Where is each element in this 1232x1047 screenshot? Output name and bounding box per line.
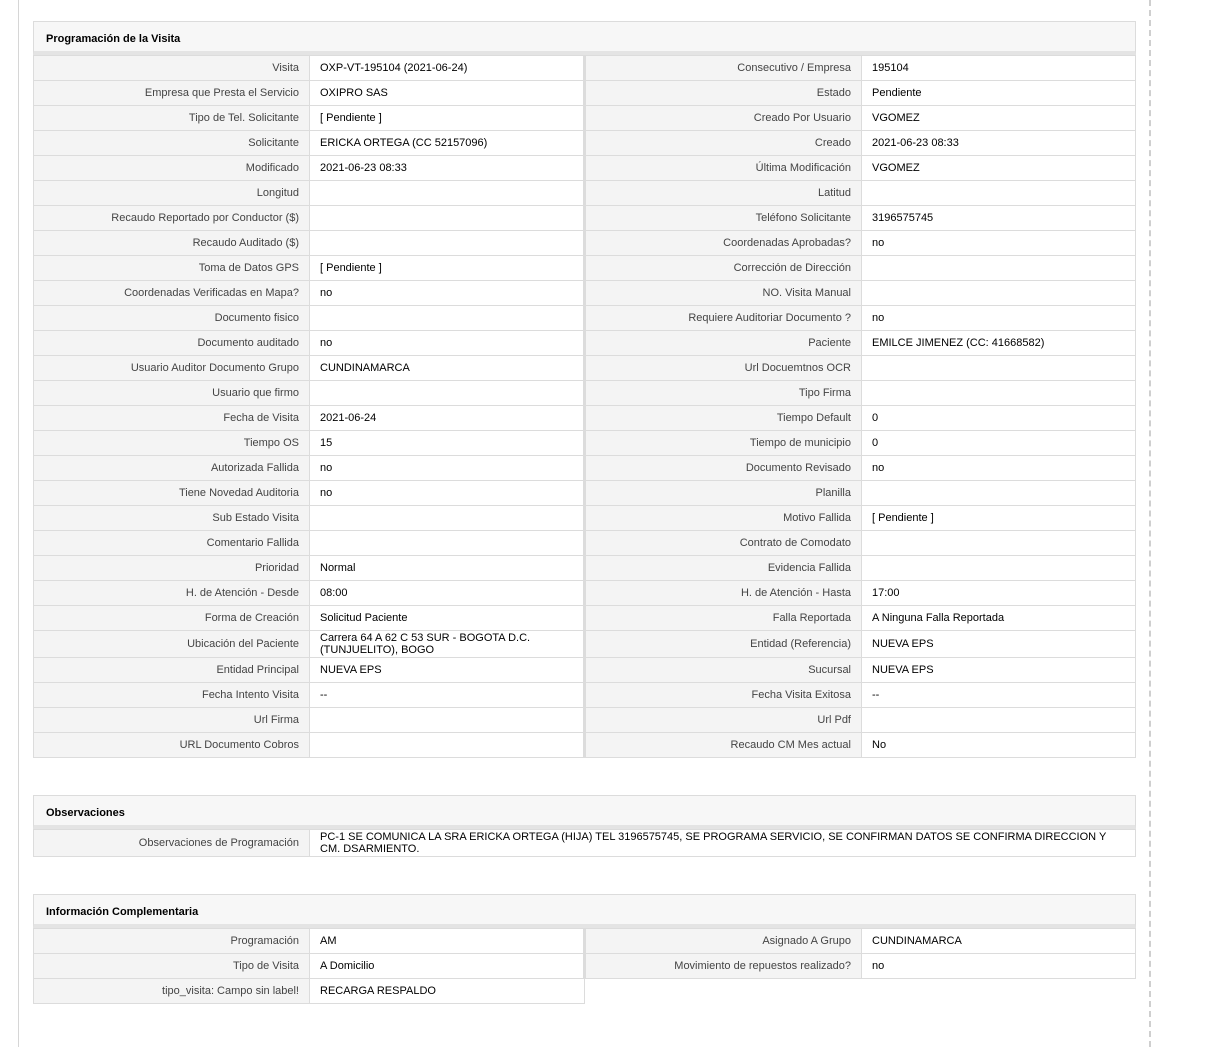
table-row (34, 281, 1136, 306)
table-row (34, 306, 1136, 331)
value-fecha-intento-visita: -- (310, 683, 585, 708)
table-row (34, 481, 1136, 506)
table-row (34, 733, 1136, 758)
label-h-de-atencion-hasta: H. de Atención - Hasta (586, 581, 862, 606)
value-fecha-visita-exitosa: -- (862, 683, 1136, 708)
label-fecha-intento-visita: Fecha Intento Visita (34, 683, 310, 708)
label-estado: Estado (586, 81, 862, 106)
value-comentario-fallida (310, 531, 585, 556)
table-row (34, 606, 1136, 631)
label-ubicacion-del-paciente: Ubicación del Paciente (34, 631, 310, 658)
value-movimiento-de-repuestos-realizado: no (862, 954, 1136, 979)
table-row (34, 131, 1136, 156)
table-row (34, 106, 1136, 131)
label-solicitante: Solicitante (34, 131, 310, 156)
table-row (34, 456, 1136, 481)
value-coordenadas-aprobadas: no (862, 231, 1136, 256)
value-visita: OXP-VT-195104 (2021-06-24) (310, 56, 585, 81)
value-contrato-de-comodato (862, 531, 1136, 556)
value-creado-por-usuario: VGOMEZ (862, 106, 1136, 131)
table-row (34, 331, 1136, 356)
label-coordenadas-aprobadas: Coordenadas Aprobadas? (586, 231, 862, 256)
label-asignado-a-grupo: Asignado A Grupo (586, 929, 862, 954)
label-comentario-fallida: Comentario Fallida (34, 531, 310, 556)
value-tipo-de-visita: A Domicilio (310, 954, 585, 979)
label-url-documento-cobros: URL Documento Cobros (34, 733, 310, 758)
observaciones-label: Observaciones de Programación (34, 830, 310, 857)
value-falla-reportada: A Ninguna Falla Reportada (862, 606, 1136, 631)
value-latitud (862, 181, 1136, 206)
value-entidad-principal: NUEVA EPS (310, 658, 585, 683)
value-documento-auditado: no (310, 331, 585, 356)
table-row (34, 830, 1136, 857)
label-url-docuemtnos-ocr: Url Docuemtnos OCR (586, 356, 862, 381)
programacion-title: Programación de la Visita (33, 21, 1136, 55)
value-prioridad: Normal (310, 556, 585, 581)
label-usuario-auditor-documento-grupo: Usuario Auditor Documento Grupo (34, 356, 310, 381)
label-planilla: Planilla (586, 481, 862, 506)
value-planilla (862, 481, 1136, 506)
value-evidencia-fallida (862, 556, 1136, 581)
label-fecha-de-visita: Fecha de Visita (34, 406, 310, 431)
label-tiempo-default: Tiempo Default (586, 406, 862, 431)
value-creado: 2021-06-23 08:33 (862, 131, 1136, 156)
label-tiempo-de-municipio: Tiempo de municipio (586, 431, 862, 456)
value-ubicacion-del-paciente: Carrera 64 A 62 C 53 SUR - BOGOTA D.C. (TUNJUELITO), BOGO (310, 631, 585, 658)
value-usuario-que-firmo (310, 381, 585, 406)
label-recaudo-reportado-por-conductor: Recaudo Reportado por Conductor ($) (34, 206, 310, 231)
table-row (34, 631, 1136, 658)
label-tiene-novedad-auditoria: Tiene Novedad Auditoria (34, 481, 310, 506)
label-longitud: Longitud (34, 181, 310, 206)
label-motivo-fallida: Motivo Fallida (586, 506, 862, 531)
value-recaudo-auditado (310, 231, 585, 256)
label-entidad-principal: Entidad Principal (34, 658, 310, 683)
label-empresa-que-presta-el-servicio: Empresa que Presta el Servicio (34, 81, 310, 106)
value-paciente: EMILCE JIMENEZ (CC: 41668582) (862, 331, 1136, 356)
label-consecutivo-empresa: Consecutivo / Empresa (586, 56, 862, 81)
table-row (34, 954, 1136, 979)
value-tipo-de-tel-solicitante: [ Pendiente ] (310, 106, 585, 131)
table-row (34, 381, 1136, 406)
value-solicitante: ERICKA ORTEGA (CC 52157096) (310, 131, 585, 156)
table-row (34, 156, 1136, 181)
label-sucursal: Sucursal (586, 658, 862, 683)
table-row (34, 658, 1136, 683)
value-consecutivo-empresa: 195104 (862, 56, 1136, 81)
table-row (34, 581, 1136, 606)
value-longitud (310, 181, 585, 206)
programacion-panel (33, 21, 1136, 758)
label-h-de-atencion-desde: H. de Atención - Desde (34, 581, 310, 606)
value-documento-revisado: no (862, 456, 1136, 481)
observaciones-panel (33, 795, 1136, 857)
label-telefono-solicitante: Teléfono Solicitante (586, 206, 862, 231)
label-entidad-referencia: Entidad (Referencia) (586, 631, 862, 658)
table-row (34, 683, 1136, 708)
complementaria-title: Información Complementaria (33, 894, 1136, 928)
table-row (34, 556, 1136, 581)
value-toma-de-datos-gps: [ Pendiente ] (310, 256, 585, 281)
value-sub-estado-visita (310, 506, 585, 531)
label-prioridad: Prioridad (34, 556, 310, 581)
label-usuario-que-firmo: Usuario que firmo (34, 381, 310, 406)
label-sub-estado-visita: Sub Estado Visita (34, 506, 310, 531)
label-programacion: Programación (34, 929, 310, 954)
table-row (34, 231, 1136, 256)
value-tiempo-de-municipio: 0 (862, 431, 1136, 456)
label-contrato-de-comodato: Contrato de Comodato (586, 531, 862, 556)
value-empresa-que-presta-el-servicio: OXIPRO SAS (310, 81, 585, 106)
value-fecha-de-visita: 2021-06-24 (310, 406, 585, 431)
value-recaudo-reportado-por-conductor (310, 206, 585, 231)
value-entidad-referencia: NUEVA EPS (862, 631, 1136, 658)
label-documento-revisado: Documento Revisado (586, 456, 862, 481)
label-documento-auditado: Documento auditado (34, 331, 310, 356)
right-dashed-divider (1149, 0, 1151, 1047)
value-usuario-auditor-documento-grupo: CUNDINAMARCA (310, 356, 585, 381)
label-requiere-auditoriar-documento: Requiere Auditoriar Documento ? (586, 306, 862, 331)
label-modificado: Modificado (34, 156, 310, 181)
table-row (34, 81, 1136, 106)
label-correccion-de-direccion: Corrección de Dirección (586, 256, 862, 281)
label-creado-por-usuario: Creado Por Usuario (586, 106, 862, 131)
value-coordenadas-verificadas-en-mapa: no (310, 281, 585, 306)
value-correccion-de-direccion (862, 256, 1136, 281)
table-row (34, 979, 1136, 1004)
value-telefono-solicitante: 3196575745 (862, 206, 1136, 231)
value-tiempo-os: 15 (310, 431, 585, 456)
value-tipo-firma (862, 381, 1136, 406)
value-h-de-atencion-hasta: 17:00 (862, 581, 1136, 606)
value-url-docuemtnos-ocr (862, 356, 1136, 381)
label-movimiento-de-repuestos-realizado: Movimiento de repuestos realizado? (586, 954, 862, 979)
value-requiere-auditoriar-documento: no (862, 306, 1136, 331)
table-row (34, 256, 1136, 281)
value-motivo-fallida: [ Pendiente ] (862, 506, 1136, 531)
value-sucursal: NUEVA EPS (862, 658, 1136, 683)
value-url-pdf (862, 708, 1136, 733)
label-fecha-visita-exitosa: Fecha Visita Exitosa (586, 683, 862, 708)
label-paciente: Paciente (586, 331, 862, 356)
observaciones-value: PC-1 SE COMUNICA LA SRA ERICKA ORTEGA (HIJA) TEL 3196575745, SE PROGRAMA SERVICIO, SE CONFIRMAN DATOS SE CONFIRMA DIRECCION Y CM. DSARMIENTO. (310, 830, 1136, 857)
table-row (34, 708, 1136, 733)
value-h-de-atencion-desde: 08:00 (310, 581, 585, 606)
value-autorizada-fallida: no (310, 456, 585, 481)
label-recaudo-auditado: Recaudo Auditado ($) (34, 231, 310, 256)
label-falla-reportada: Falla Reportada (586, 606, 862, 631)
label-toma-de-datos-gps: Toma de Datos GPS (34, 256, 310, 281)
value-ultima-modificacion: VGOMEZ (862, 156, 1136, 181)
left-border-line (18, 0, 19, 1047)
value-url-firma (310, 708, 585, 733)
label-autorizada-fallida: Autorizada Fallida (34, 456, 310, 481)
value-programacion: AM (310, 929, 585, 954)
value-modificado: 2021-06-23 08:33 (310, 156, 585, 181)
table-row (34, 531, 1136, 556)
label-coordenadas-verificadas-en-mapa: Coordenadas Verificadas en Mapa? (34, 281, 310, 306)
label-ultima-modificacion: Última Modificación (586, 156, 862, 181)
label-visita: Visita (34, 56, 310, 81)
label-creado: Creado (586, 131, 862, 156)
label-tipo-de-tel-solicitante: Tipo de Tel. Solicitante (34, 106, 310, 131)
label-documento-fisico: Documento fisico (34, 306, 310, 331)
label-tipo-de-visita: Tipo de Visita (34, 954, 310, 979)
label-latitud: Latitud (586, 181, 862, 206)
value-tiempo-default: 0 (862, 406, 1136, 431)
value-asignado-a-grupo: CUNDINAMARCA (862, 929, 1136, 954)
value-tipo-visita-campo-sin-label: RECARGA RESPALDO (310, 979, 585, 1004)
value-recaudo-cm-mes-actual: No (862, 733, 1136, 758)
table-row (34, 406, 1136, 431)
complementaria-panel (33, 894, 1136, 1004)
table-row (34, 181, 1136, 206)
label-recaudo-cm-mes-actual: Recaudo CM Mes actual (586, 733, 862, 758)
value-estado: Pendiente (862, 81, 1136, 106)
label-url-pdf: Url Pdf (586, 708, 862, 733)
value-url-documento-cobros (310, 733, 585, 758)
value-forma-de-creacion: Solicitud Paciente (310, 606, 585, 631)
table-row (34, 431, 1136, 456)
table-row (34, 56, 1136, 81)
label-tiempo-os: Tiempo OS (34, 431, 310, 456)
label-url-firma: Url Firma (34, 708, 310, 733)
table-row (34, 506, 1136, 531)
value-tiene-novedad-auditoria: no (310, 481, 585, 506)
label-tipo-visita-campo-sin-label: tipo_visita: Campo sin label! (34, 979, 310, 1004)
label-tipo-firma: Tipo Firma (586, 381, 862, 406)
value-documento-fisico (310, 306, 585, 331)
label-forma-de-creacion: Forma de Creación (34, 606, 310, 631)
value-no-visita-manual (862, 281, 1136, 306)
table-row (34, 929, 1136, 954)
programacion-table (33, 55, 1136, 758)
table-row (34, 356, 1136, 381)
table-row (34, 206, 1136, 231)
label-no-visita-manual: NO. Visita Manual (586, 281, 862, 306)
complementaria-table (33, 928, 1136, 1004)
label-evidencia-fallida: Evidencia Fallida (586, 556, 862, 581)
observaciones-title: Observaciones (33, 795, 1136, 829)
observaciones-table (33, 829, 1136, 857)
